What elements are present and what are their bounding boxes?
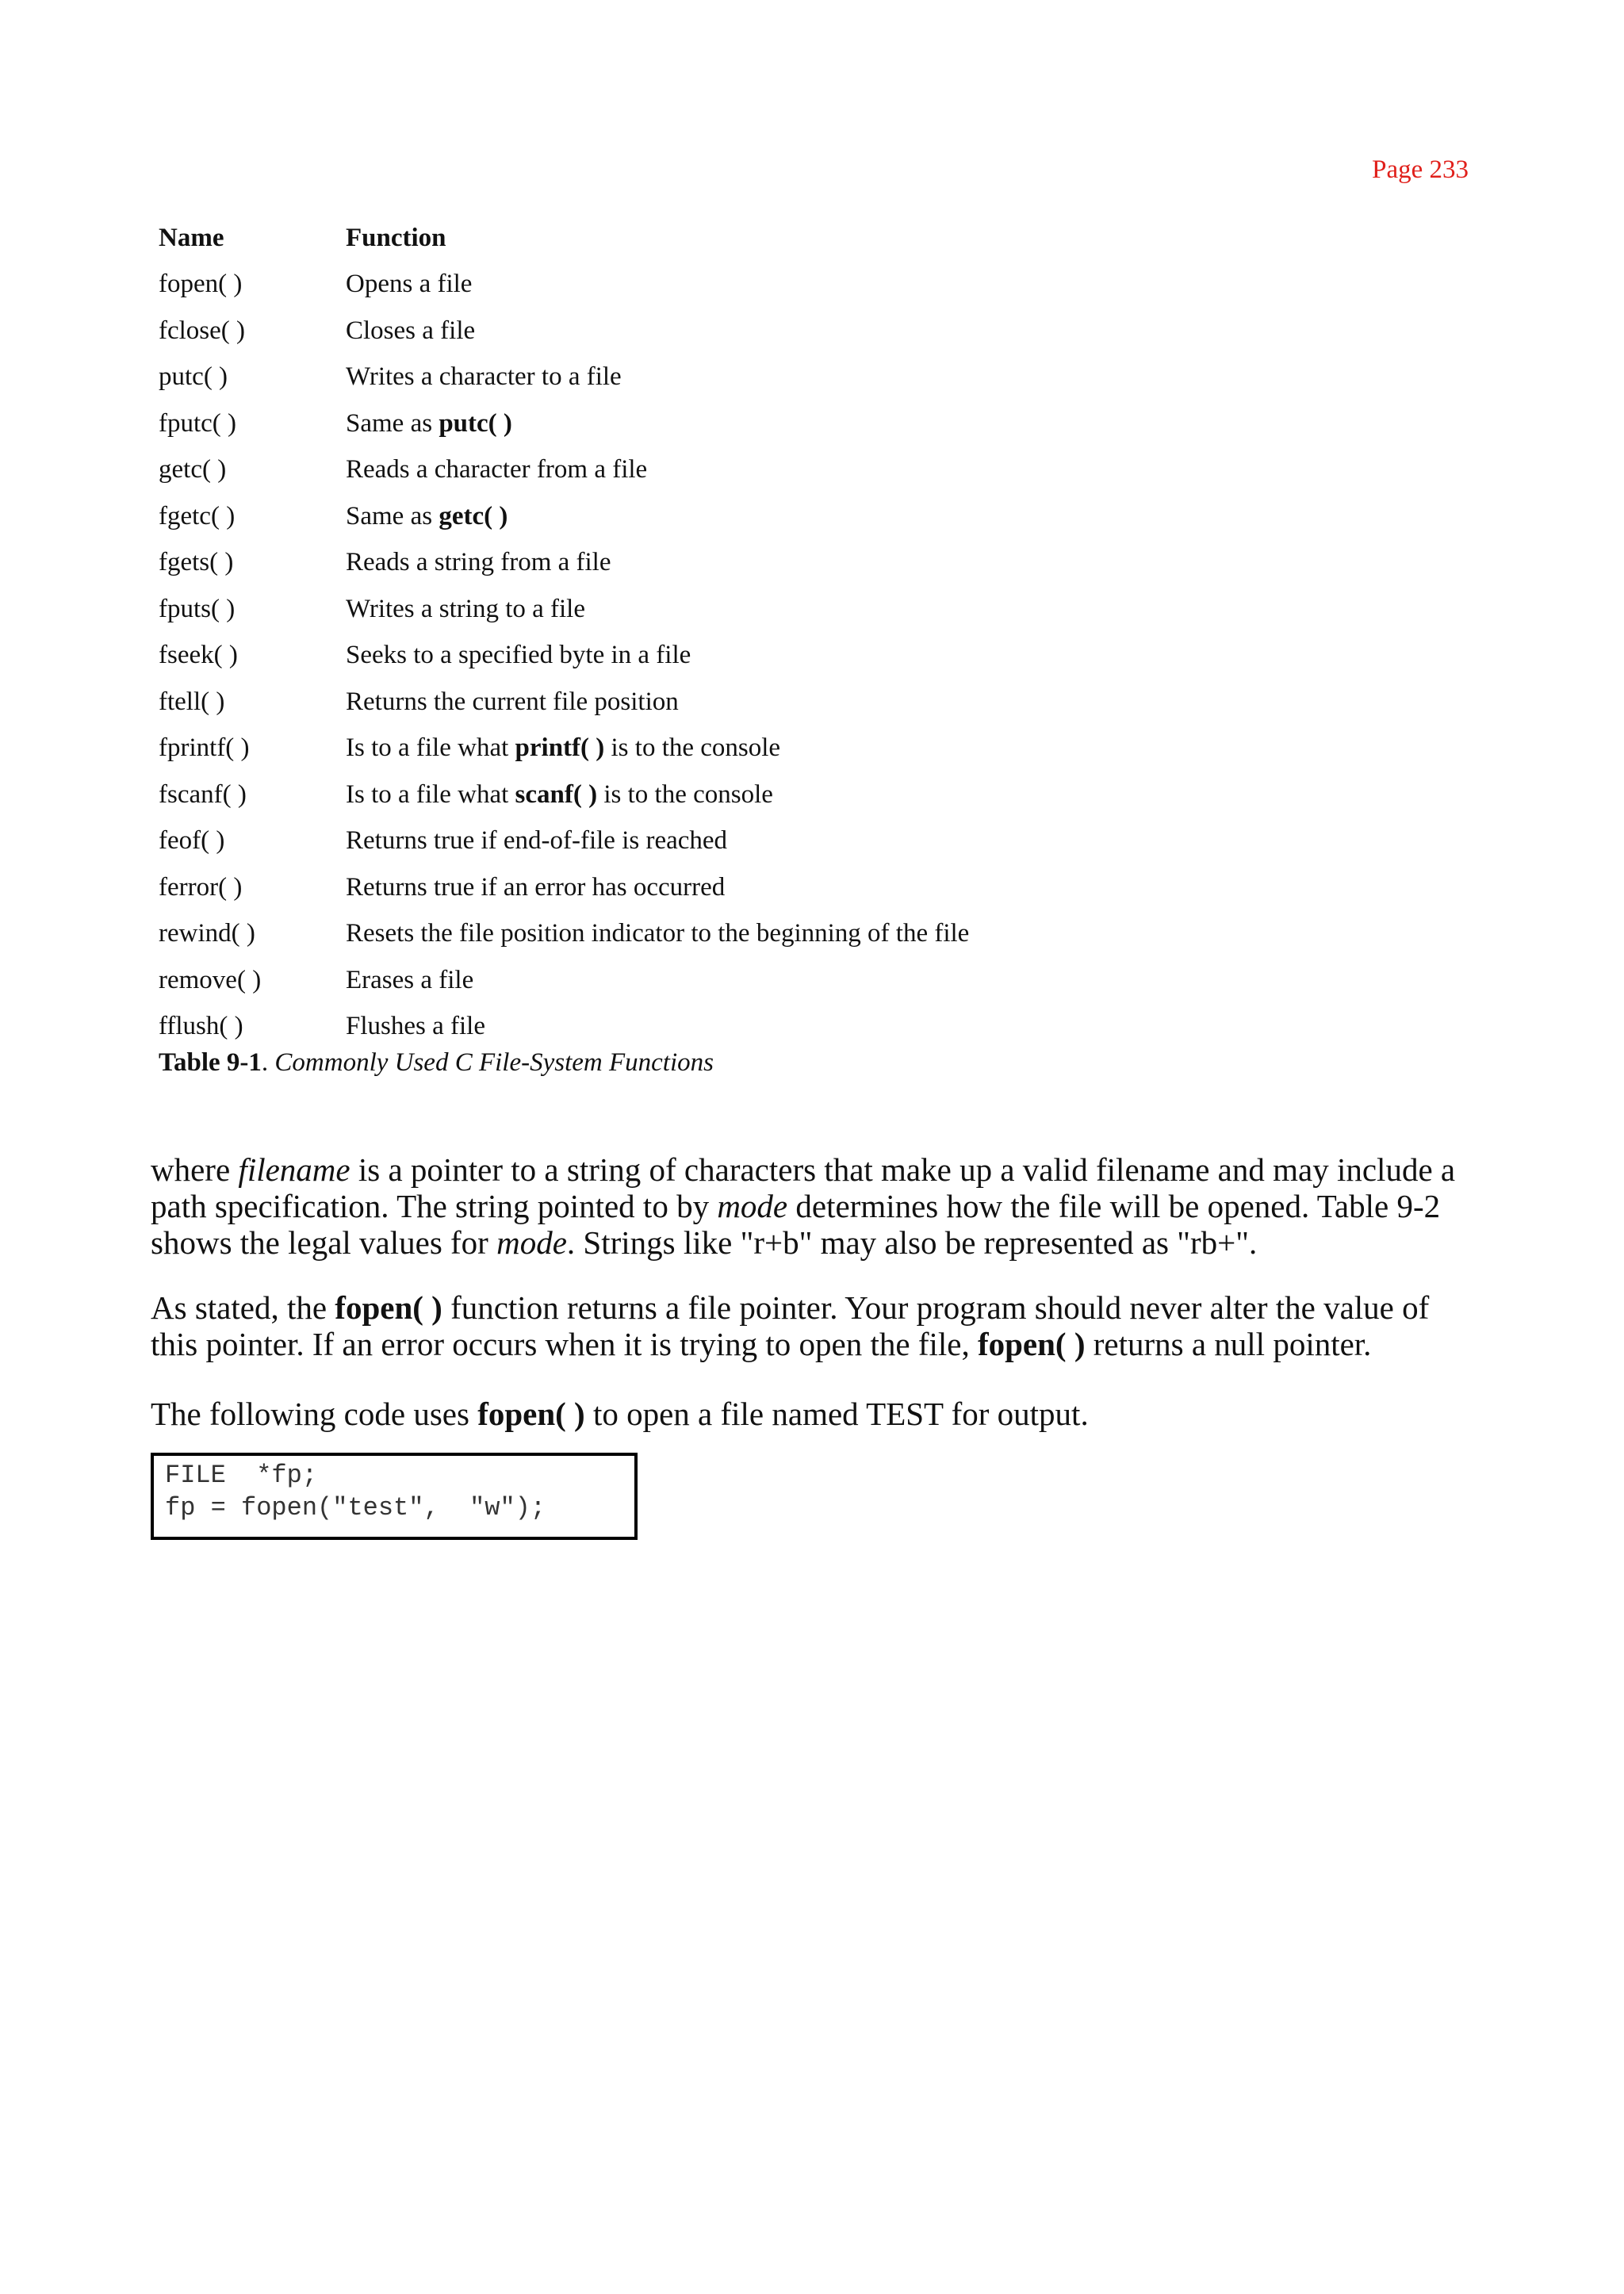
function-name-cell: remove( ) xyxy=(159,965,262,994)
italic-term: filename xyxy=(238,1151,350,1188)
description-text: is to the console xyxy=(597,779,773,809)
table-caption-text: Commonly Used C File-System Functions xyxy=(274,1048,714,1077)
function-name-cell: fopen( ) xyxy=(159,270,243,299)
function-name-cell: ftell( ) xyxy=(159,687,225,716)
text-span: to open a file named TEST for output. xyxy=(584,1396,1089,1432)
table-caption-label: Table 9-1 xyxy=(159,1048,262,1077)
table-row xyxy=(152,679,969,726)
paragraph-fopen-returns xyxy=(151,1289,1467,1362)
table-row xyxy=(152,354,969,401)
text-span: . Strings like "r+b" may also be represented as "rb+". xyxy=(566,1224,1258,1261)
function-name-cell: putc( ) xyxy=(159,362,228,392)
function-description-cell: Erases a file xyxy=(346,965,474,994)
table-caption-separator: . xyxy=(261,1048,275,1077)
function-name-cell: fscanf( ) xyxy=(159,779,247,809)
table-caption xyxy=(159,1048,714,1078)
function-description-cell xyxy=(346,726,969,772)
functions-table xyxy=(152,215,969,1050)
column-header-name: Name xyxy=(159,223,224,252)
function-description-cell: Reads a character from a file xyxy=(346,455,648,484)
function-description-cell: Resets the file position indicator to the beginning of the file xyxy=(346,919,970,948)
function-description-cell xyxy=(346,493,969,540)
text-span: is a pointer to a string of characters that make up a valid filename and may include a path specification. The string pointed to by xyxy=(151,1151,1456,1224)
description-text: Same as xyxy=(346,408,439,438)
function-name-cell: fputc( ) xyxy=(159,408,237,438)
function-description-cell: Opens a file xyxy=(346,270,473,299)
bold-term: fopen( ) xyxy=(977,1326,1086,1362)
table-row xyxy=(152,400,969,447)
function-description-cell: Returns the current file position xyxy=(346,687,679,716)
bold-term: fopen( ) xyxy=(335,1289,442,1326)
description-text: Is to a file what xyxy=(346,779,515,809)
text-span: The following code uses xyxy=(151,1396,478,1432)
description-text: is to the console xyxy=(604,733,781,763)
table-row xyxy=(152,1004,969,1051)
paragraph-code-intro xyxy=(151,1396,1467,1432)
function-description-cell: Writes a character to a file xyxy=(346,362,622,392)
function-description-cell: Returns true if an error has occurred xyxy=(346,872,726,902)
description-bold-term: printf( ) xyxy=(515,733,605,763)
text-span: returns a null pointer. xyxy=(1085,1326,1372,1362)
table-row xyxy=(152,633,969,680)
table-row xyxy=(152,818,969,865)
italic-term: mode xyxy=(496,1224,567,1261)
paragraph-filename-mode xyxy=(151,1151,1467,1261)
function-description-cell: Returns true if end-of-file is reached xyxy=(346,826,728,856)
function-name-cell: rewind( ) xyxy=(159,919,255,948)
text-span: function returns a file pointer. Your program should never alter the value of this pointer. If an error occurs when it is trying to open the file, xyxy=(151,1289,1430,1362)
function-description-cell: Flushes a file xyxy=(346,1012,485,1041)
table-row xyxy=(152,957,969,1004)
function-description-cell: Closes a file xyxy=(346,316,476,345)
table-row xyxy=(152,772,969,818)
function-description-cell: Reads a string from a file xyxy=(346,548,611,577)
table-row xyxy=(152,493,969,540)
description-text: Is to a file what xyxy=(346,733,515,763)
function-description-cell xyxy=(346,772,969,818)
text-span: where xyxy=(151,1151,239,1188)
code-line: FILE *fp; xyxy=(165,1461,318,1490)
italic-term: mode xyxy=(717,1188,788,1224)
function-name-cell: getc( ) xyxy=(159,455,227,484)
table-row xyxy=(152,726,969,772)
description-text: Same as xyxy=(346,501,439,530)
table-row xyxy=(152,586,969,633)
code-block xyxy=(151,1453,638,1540)
function-name-cell: fflush( ) xyxy=(159,1012,243,1041)
function-name-cell: fgets( ) xyxy=(159,548,234,577)
table-row xyxy=(152,447,969,494)
function-name-cell: fputs( ) xyxy=(159,594,236,623)
function-name-cell: fclose( ) xyxy=(159,316,246,345)
function-description-cell xyxy=(346,400,969,447)
function-name-cell: feof( ) xyxy=(159,826,225,856)
function-description-cell: Writes a string to a file xyxy=(346,594,585,623)
description-bold-term: scanf( ) xyxy=(515,779,598,809)
bold-term: fopen( ) xyxy=(477,1396,585,1432)
function-name-cell: fgetc( ) xyxy=(159,501,236,530)
code-line: fp = fopen("test", "w"); xyxy=(165,1493,546,1522)
description-bold-term: getc( ) xyxy=(439,501,508,530)
function-name-cell: ferror( ) xyxy=(159,872,243,902)
function-name-cell: fseek( ) xyxy=(159,641,238,670)
description-bold-term: putc( ) xyxy=(439,408,512,438)
function-name-cell: fprintf( ) xyxy=(159,733,250,763)
text-span: determines how the file will be opened. Table 9-2 shows the legal values for xyxy=(151,1188,1441,1261)
table-body xyxy=(152,262,969,1051)
table-row xyxy=(152,262,969,308)
text-span: As stated, the xyxy=(151,1289,335,1326)
page-number: Page 233 xyxy=(1372,155,1469,184)
table-row xyxy=(152,911,969,958)
table-header-row xyxy=(152,215,969,262)
table-row xyxy=(152,308,969,354)
table-row xyxy=(152,864,969,911)
column-header-function: Function xyxy=(346,223,446,252)
table-row xyxy=(152,540,969,587)
function-description-cell: Seeks to a specified byte in a file xyxy=(346,641,691,670)
